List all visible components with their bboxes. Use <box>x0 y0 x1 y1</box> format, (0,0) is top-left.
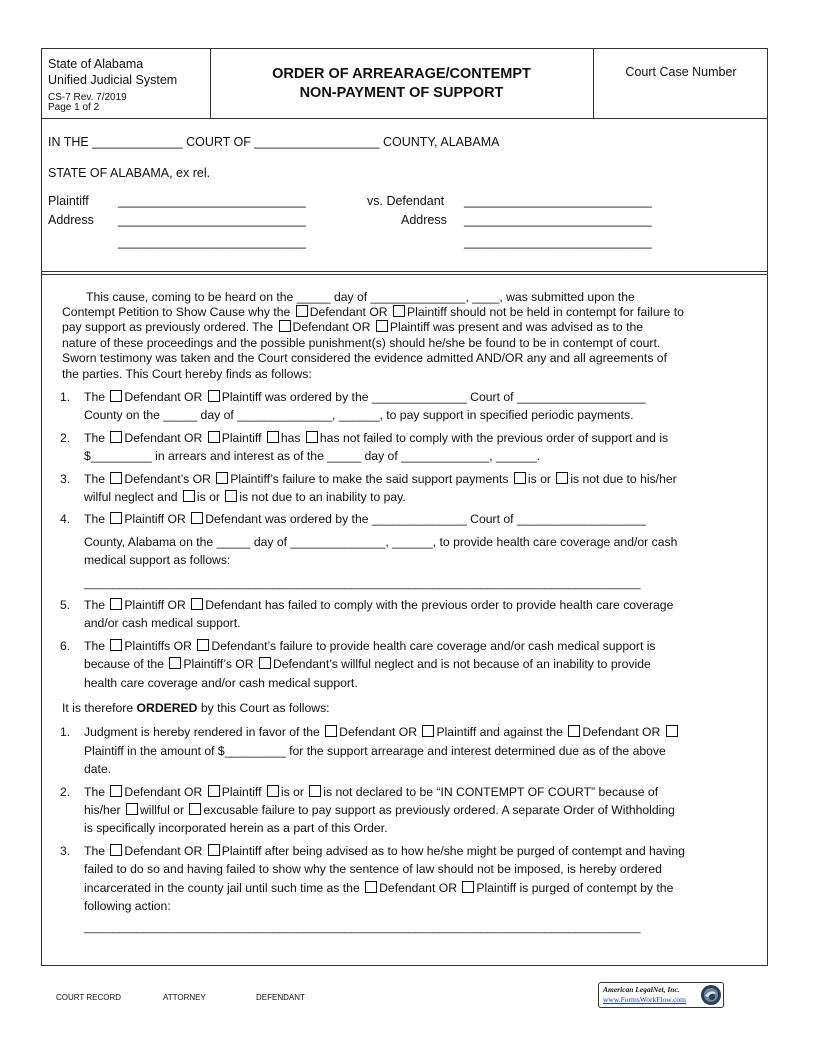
option-label: Plaintiff and against the <box>436 725 563 739</box>
finding-2-line-1 <box>84 429 668 448</box>
checkbox[interactable] <box>376 320 388 332</box>
finding-text: The <box>84 390 106 404</box>
finding-number: 5. <box>60 598 71 612</box>
checkbox[interactable] <box>110 639 122 651</box>
option-label: Plaintiff’s OR <box>183 657 254 671</box>
option-label: excusable failure to pay support as previously ordered. A separate Order of Withholding <box>203 803 675 817</box>
defendant-label: vs. Defendant <box>367 194 445 208</box>
option-label: willful or <box>139 803 185 817</box>
agency-system: Unified Judicial System <box>48 73 178 87</box>
agency-name: State of Alabama <box>48 57 144 71</box>
intro-line-3 <box>62 320 643 336</box>
option-label: Defendant OR <box>339 725 418 739</box>
publisher-logo[interactable] <box>598 982 724 1008</box>
order-number: 1. <box>60 725 71 739</box>
checkbox[interactable] <box>556 472 568 484</box>
finding-text: The <box>84 472 106 486</box>
checkbox[interactable] <box>169 657 181 669</box>
checkbox[interactable] <box>259 657 271 669</box>
finding-number: 1. <box>60 390 71 404</box>
defendant-address-field-1[interactable]: ___________________________ <box>464 213 652 227</box>
intro-text: Contempt Petition to Show Cause why the <box>62 305 291 319</box>
checkbox[interactable] <box>514 472 526 484</box>
checkbox[interactable] <box>208 431 220 443</box>
checkbox[interactable] <box>191 598 203 610</box>
header-divider-right <box>593 48 594 118</box>
finding-3-line-2 <box>84 488 406 507</box>
checkbox[interactable] <box>267 431 279 443</box>
option-label: Plaintiff was ordered by the ______________ Court of ___________________ <box>221 390 646 404</box>
option-label: Defendant OR <box>124 844 203 858</box>
checkbox[interactable] <box>365 881 377 893</box>
court-case-number-label: Court Case Number <box>625 65 737 79</box>
plaintiff-address-label: Address <box>48 213 94 227</box>
option-label: Plaintiff was present and was advised as to the <box>389 320 644 334</box>
option-label: Plaintiff OR <box>124 598 186 612</box>
checkbox[interactable] <box>110 431 122 443</box>
finding-4-line-3: medical support as follows: <box>84 553 231 567</box>
option-label: is not due to his/her <box>570 472 677 486</box>
finding-6-line-2 <box>84 655 651 674</box>
option-label: Defendant OR <box>582 725 661 739</box>
plaintiff-address-field-1[interactable]: ___________________________ <box>118 213 306 227</box>
order-text: Judgment is hereby rendered in favor of the <box>84 725 320 739</box>
defendant-address-field-2[interactable]: ___________________________ <box>464 235 652 249</box>
defendant-address-label: Address <box>401 213 447 227</box>
option-label: Defendant OR <box>124 390 203 404</box>
copy-attorney: ATTORNEY <box>163 993 206 1002</box>
logo-company-name: American LegalNet, Inc. <box>603 985 680 994</box>
finding-4-line-1 <box>84 510 646 529</box>
intro-line-4: nature of these proceedings and the possible punishment(s) should he/she be found to be in contempt of court. <box>62 336 661 350</box>
finding-6-line-3: health care coverage and/or cash medical support. <box>84 676 358 690</box>
finding-3-line-1 <box>84 470 677 489</box>
logo-url[interactable]: www.FormsWorkFlow.com <box>603 995 687 1004</box>
plaintiff-field[interactable]: ___________________________ <box>118 194 306 208</box>
option-label: Plaintiff is purged of contempt by the <box>476 881 674 895</box>
order-2-line-2 <box>84 801 675 820</box>
option-label: is or <box>196 490 220 504</box>
option-label: Plaintiff OR <box>124 512 186 526</box>
ordered-text: It is therefore <box>62 701 134 715</box>
court-line[interactable]: IN THE _____________ COURT OF __________________ COUNTY, ALABAMA <box>48 135 500 149</box>
order-text: incarcerated in the county jail until such time as the <box>84 881 360 895</box>
checkbox[interactable] <box>225 490 237 502</box>
intro-line-5: Sworn testimony was taken and the Court considered the evidence admitted AND/OR any and all agreements of <box>62 351 667 365</box>
option-label: Defendant’s willful neglect and is not because of an inability to provide <box>272 657 651 671</box>
order-1-line-3: date. <box>84 762 112 776</box>
order-text: his/her <box>84 803 121 817</box>
option-label: Defendant OR <box>124 785 203 799</box>
checkbox[interactable] <box>267 785 279 797</box>
option-label: Defendant OR <box>379 881 458 895</box>
option-label: is or <box>527 472 551 486</box>
finding-6-line-1 <box>84 637 656 656</box>
order-3-line-3 <box>84 879 673 898</box>
checkbox[interactable] <box>279 320 291 332</box>
order-text: The <box>84 785 106 799</box>
order-1-line-2: Plaintiff in the amount of $_________ for the support arrearage and interest determined due as of the above <box>84 744 666 758</box>
checkbox[interactable] <box>208 785 220 797</box>
plaintiff-address-field-2[interactable]: ___________________________ <box>118 235 306 249</box>
form-title-line-2: NON-PAYMENT OF SUPPORT <box>299 85 504 101</box>
checkbox[interactable] <box>422 725 434 737</box>
form-title <box>211 65 592 103</box>
copy-defendant: DEFENDANT <box>256 993 305 1002</box>
option-label: Defendant OR <box>124 431 203 445</box>
checkbox[interactable] <box>393 305 405 317</box>
option-label: is or <box>280 785 304 799</box>
finding-4-blank-line[interactable]: ______________________________________________________________________________________________ <box>84 578 641 590</box>
finding-1-line-2: County on the _____ day of ______________, ______, to pay support in specified periodic payments. <box>84 408 634 422</box>
option-label: has not failed to comply with the previous order of support and is <box>319 431 669 445</box>
form-id: CS-7 Rev. 7/2019 <box>48 92 127 103</box>
ordered-lead <box>62 701 330 715</box>
order-3-blank-line[interactable]: ______________________________________________________________________________________________ <box>84 922 641 934</box>
order-1-line-1 <box>84 723 680 742</box>
option-label: Defendant OR <box>292 320 371 334</box>
checkbox[interactable] <box>666 725 678 737</box>
finding-number: 4. <box>60 512 71 526</box>
checkbox[interactable] <box>110 512 122 524</box>
checkbox[interactable] <box>110 472 122 484</box>
option-label: Plaintiff after being advised as to how he/she might be purged of contempt and having <box>221 844 685 858</box>
finding-text: The <box>84 431 106 445</box>
intro-line-6: the parties. This Court hereby finds as follows: <box>62 367 312 381</box>
checkbox[interactable] <box>306 431 318 443</box>
option-label: is not declared to be “IN CONTEMPT OF COURT” because of <box>323 785 659 799</box>
option-label: Plaintiffs OR <box>124 639 192 653</box>
caption-bottom-rule-2 <box>41 274 768 275</box>
plaintiff-label: Plaintiff <box>48 194 89 208</box>
finding-5-line-2: and/or cash medical support. <box>84 616 241 630</box>
finding-text: The <box>84 512 106 526</box>
globe-icon <box>700 984 722 1006</box>
order-number: 3. <box>60 844 71 858</box>
checkbox[interactable] <box>183 490 195 502</box>
ordered-text: by this Court as follows: <box>200 701 330 715</box>
checkbox[interactable] <box>197 639 209 651</box>
caption-bottom-rule-1 <box>41 271 768 272</box>
order-3-line-4: following action: <box>84 899 171 913</box>
intro-text: pay support as previously ordered. The <box>62 320 274 334</box>
order-3-line-1 <box>84 842 685 861</box>
option-label: Plaintiff <box>221 785 262 799</box>
option-label: Defendant has failed to comply with the previous order to provide health care coverage <box>205 598 674 612</box>
page-number: Page 1 of 2 <box>48 102 100 113</box>
finding-text: because of the <box>84 657 164 671</box>
finding-number: 3. <box>60 472 71 486</box>
form-title-line-1: ORDER OF ARREARAGE/CONTEMPT <box>272 66 531 82</box>
order-2-line-1 <box>84 783 658 802</box>
option-label: Defendant OR <box>309 305 388 319</box>
finding-text: wilful neglect and <box>84 490 178 504</box>
checkbox[interactable] <box>126 803 138 815</box>
finding-5-line-1 <box>84 596 673 615</box>
checkbox[interactable] <box>208 844 220 856</box>
finding-1-line-1 <box>84 388 646 407</box>
option-label: Plaintiff’s failure to make the said support payments <box>230 472 509 486</box>
checkbox[interactable] <box>296 305 308 317</box>
order-number: 2. <box>60 785 71 799</box>
ordered-keyword: ORDERED <box>136 701 198 715</box>
defendant-field[interactable]: ___________________________ <box>464 194 652 208</box>
intro-line-2 <box>62 305 684 321</box>
option-label: has <box>280 431 301 445</box>
header-bottom-rule <box>41 118 768 119</box>
option-label: Plaintiff should not be held in contempt for failure to <box>407 305 684 319</box>
checkbox[interactable] <box>216 472 228 484</box>
order-2-line-3: is specifically incorporated herein as a part of this Order. <box>84 821 388 835</box>
checkbox[interactable] <box>208 390 220 402</box>
checkbox[interactable] <box>309 785 321 797</box>
checkbox[interactable] <box>110 844 122 856</box>
finding-text: The <box>84 598 106 612</box>
state-line: STATE OF ALABAMA, ex rel. <box>48 166 211 180</box>
checkbox[interactable] <box>110 785 122 797</box>
copy-court-record: COURT RECORD <box>56 993 122 1002</box>
finding-text: The <box>84 639 106 653</box>
checkbox[interactable] <box>325 725 337 737</box>
option-label: Plaintiff <box>221 431 262 445</box>
option-label: is not due to an inability to pay. <box>239 490 406 504</box>
finding-4-line-2: County, Alabama on the _____ day of ______________, ______, to provide health care coverage and/or cash <box>84 535 678 549</box>
option-label: Defendant was ordered by the ______________ Court of ___________________ <box>205 512 646 526</box>
finding-2-line-2: $_________ in arrears and interest as of the _____ day of _____________, ______. <box>84 449 541 463</box>
order-text: The <box>84 844 106 858</box>
option-label: Defendant’s OR <box>124 472 211 486</box>
checkbox[interactable] <box>191 512 203 524</box>
checkbox[interactable] <box>189 803 201 815</box>
intro-line-1: This cause, coming to be heard on the _____ day of ______________, ____, was submitted upon the <box>86 290 635 304</box>
finding-number: 2. <box>60 431 71 445</box>
finding-number: 6. <box>60 639 71 653</box>
checkbox[interactable] <box>462 881 474 893</box>
checkbox[interactable] <box>568 725 580 737</box>
order-3-line-2: failed to do so and having failed to show why the sentence of law should not be imposed, is hereby ordered <box>84 862 662 876</box>
checkbox[interactable] <box>110 390 122 402</box>
option-label: Defendant’s failure to provide health care coverage and/or cash medical support is <box>211 639 656 653</box>
checkbox[interactable] <box>110 598 122 610</box>
